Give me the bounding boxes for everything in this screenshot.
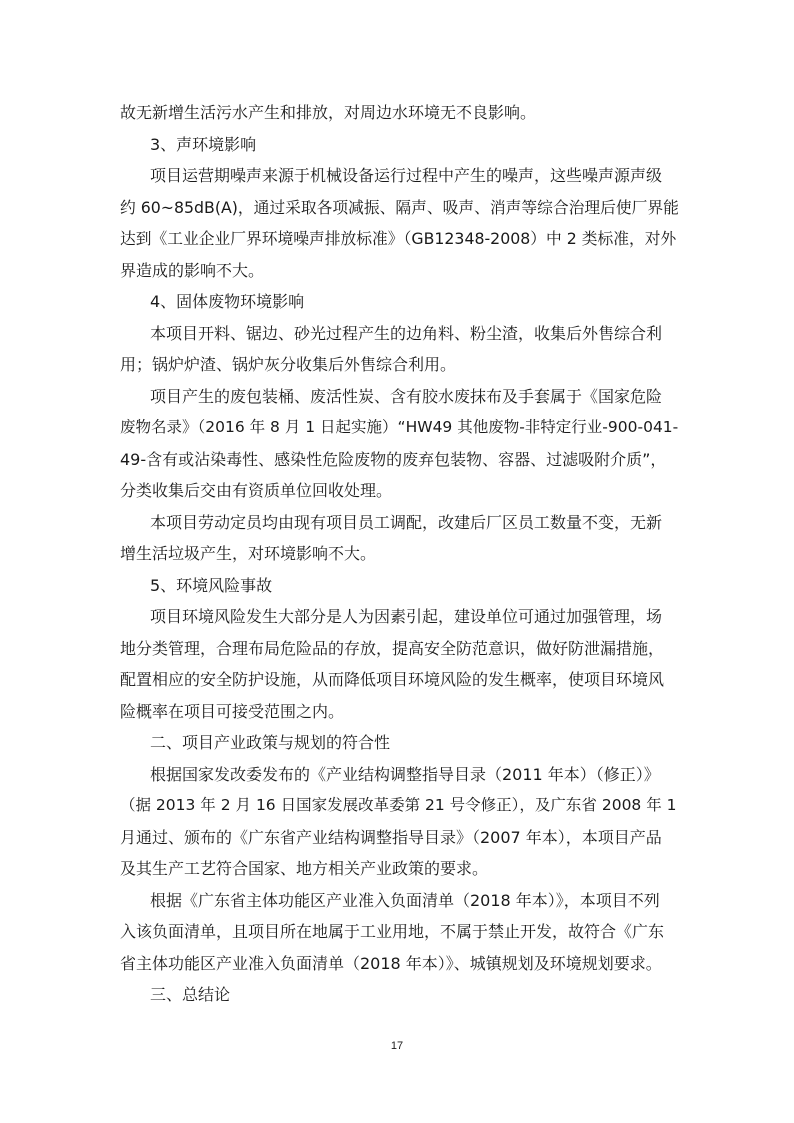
text-line: 入该负面清单，且项目所在地属于工业用地，不属于禁止开发，故符合《广东 [120, 922, 665, 941]
text-line: 3、声环境影响 [150, 134, 257, 154]
text-line: 界造成的影响不大。 [120, 260, 265, 280]
text-line: 二、项目产业政策与规划的符合性 [150, 733, 391, 752]
text-line: 达到《工业企业厂界环境噪声排放标准》（GB12348-2008）中 2 类标准，对外 [120, 229, 677, 248]
text-line: 及其生产工艺符合国家、地方相关产业政策的要求。 [120, 859, 489, 878]
text-line: 增生活垃圾产生，对环境影响不大。 [120, 544, 377, 563]
text-line: 月通过、颁布的《广东省产业结构调整指导目录》（2007 年本），本项目产品 [120, 827, 662, 847]
text-line: 本项目开料、锯边、砂光过程产生的边角料、粉尘渣，收集后外售综合利 [150, 323, 663, 343]
text-line: 废物名录》（2016 年 8 月 1 日起实施）“HW49 其他废物-非特定行业-900-041- [120, 418, 679, 436]
text-line: 地分类管理，合理布局危险品的存放，提高安全防范意识，做好防泄漏措施， [120, 638, 665, 658]
text-line: 根据《广东省主体功能区产业准入负面清单（2018 年本）》，本项目不列 [150, 890, 660, 910]
document-body [120, 97, 680, 1011]
text-line: 项目环境风险发生大部分是人为因素引起，建设单位可通过加强管理，场 [150, 607, 663, 626]
text-line: 三、总结论 [150, 985, 231, 1004]
text-line: （据 2013 年 2 月 16 日国家发展改革委第 21 号令修正），及广东省 2008 年 1 [120, 796, 677, 814]
text-line: 配置相应的安全防护设施，从而降低项目环境风险的发生概率，使项目环境风 [120, 670, 665, 689]
text-line: 项目产生的废包装桶、废活性炭、含有胶水废抹布及手套属于《国家危险 [150, 386, 663, 406]
text-line: 险概率在项目可接受范围之内。 [120, 701, 345, 721]
text-line: 故无新增生活污水产生和排放，对周边水环境无不良影响。 [120, 103, 537, 122]
text-line: 49-含有或沾染毒性、感染性危险废物的废弃包装物、容器、过滤吸附介质”， [120, 449, 667, 469]
text-line: 4、固体废物环境影响 [150, 292, 305, 311]
text-line: 约 60~85dB(A)，通过采取各项减振、隔声、吸声、消声等综合治理后使厂界能 [120, 197, 679, 217]
text-line: 用；锅炉炉渣、锅炉灰分收集后外售综合利用。 [120, 355, 457, 374]
page-number: 17 [390, 1040, 404, 1052]
text-line: 根据国家发改委发布的《产业结构调整指导目录（2011 年本）（修正）》 [150, 764, 660, 784]
text-line: 5、环境风险事故 [150, 575, 273, 595]
text-line: 分类收集后交由有资质单位回收处理。 [120, 481, 393, 500]
text-line: 省主体功能区产业准入负面清单（2018 年本）》、城镇规划及环境规划要求。 [120, 953, 662, 973]
text-line: 本项目劳动定员均由现有项目员工调配，改建后厂区员工数量不变，无新 [150, 512, 663, 532]
text-line: 项目运营期噪声来源于机械设备运行过程中产生的噪声，这些噪声源声级 [150, 166, 663, 185]
